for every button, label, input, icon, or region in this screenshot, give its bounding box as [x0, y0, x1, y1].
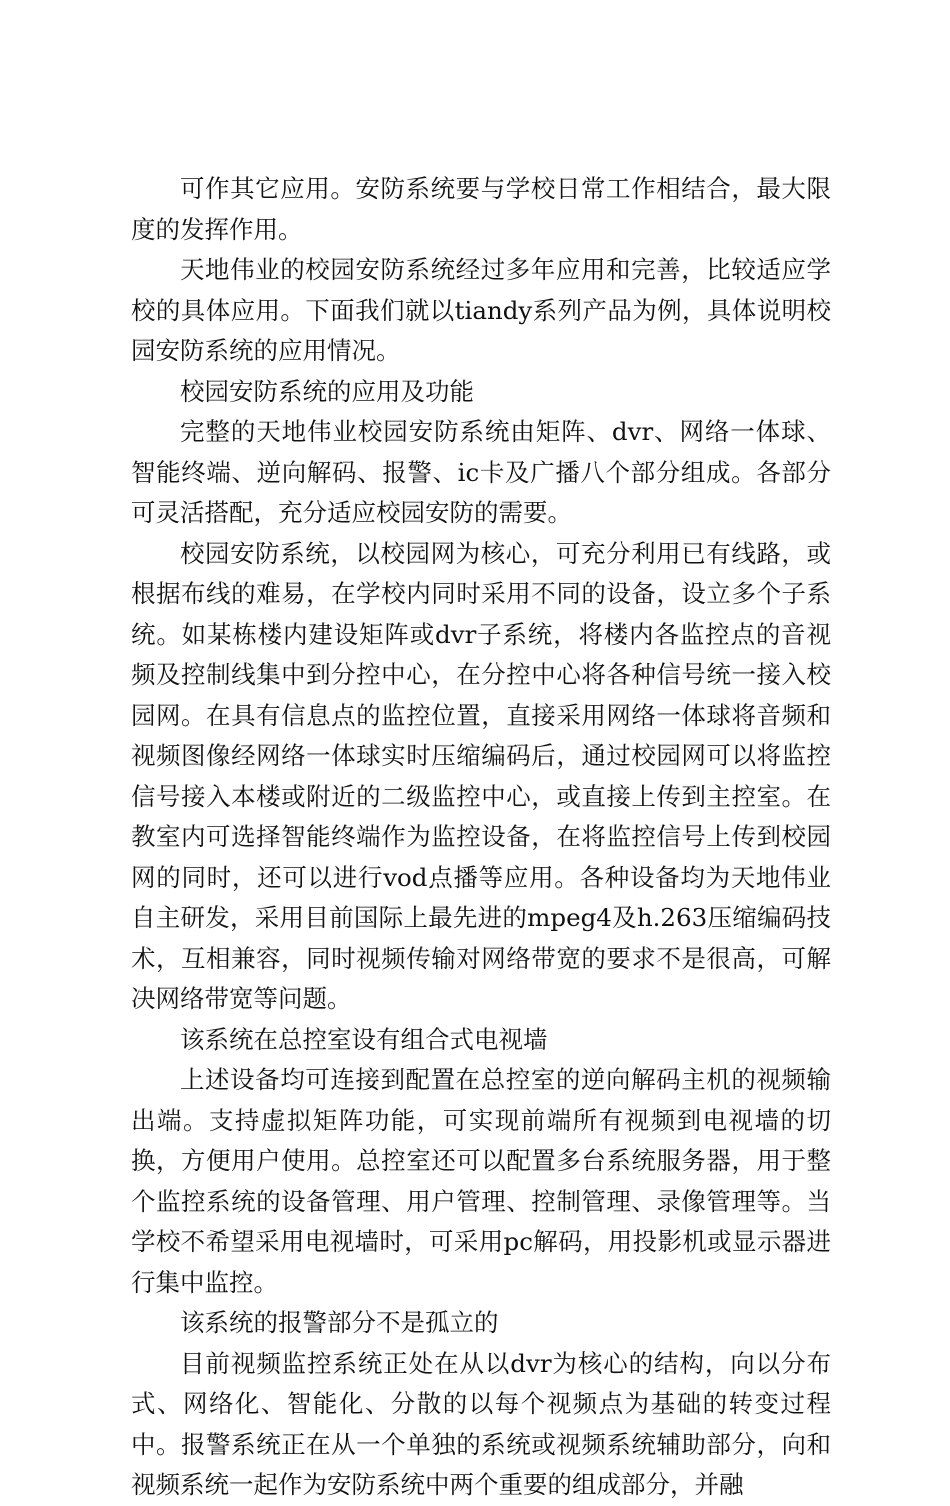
paragraph-4: 校园安防系统，以校园网为核心，可充分利用已有线路，或根据布线的难易，在学校内同时采用不同的设备，设立多个子系统。如某栋楼内建设矩阵或dvr子系统，将楼内各监控点的音视频及控制线集中到分控中心，在分控中心将各种信号统一接入校园网。在具有信息点的监控位置，直接采用网络一体球将音频和视频图像经网络一体球实时压缩编码后，通过校园网可以将监控信号接入本楼或附近的二级监控中心，或直接上传到主控室。在教室内可选择智能终端作为监控设备，在将监控信号上传到校园网的同时，还可以进行vod点播等应用。各种设备均为天地伟业自主研发，采用目前国际上最先进的mpeg4及h.263压缩编码技术，互相兼容，同时视频传输对网络带宽的要求不是很高，可解决网络带宽等问题。 [131, 538, 831, 1013]
paragraph-5: 上述设备均可连接到配置在总控室的逆向解码主机的视频输出端。支持虚拟矩阵功能，可实现前端所有视频到电视墙的切换，方便用户使用。总控室还可以配置多台系统服务器，用于整个监控系统的设备管理、用户管理、控制管理、录像管理等。当学校不希望采用电视墙时，可采用pc解码，用投影机或显示器进行集中监控。 [131, 1065, 831, 1297]
section-heading-1: 校园安防系统的应用及功能 [180, 376, 474, 406]
section-heading-2: 该系统在总控室设有组合式电视墙 [180, 1024, 548, 1054]
paragraph-6: 目前视频监控系统正处在从以dvr为核心的结构，向以分布式、网络化、智能化、分散的以每个视频点为基础的转变过程中。报警系统正在从一个单独的系统或视频系统辅助部分，向和视频系统一起作为安防系统中两个重要的组成部分，并融 [131, 1348, 831, 1499]
section-heading-3: 该系统的报警部分不是孤立的 [180, 1308, 499, 1337]
paragraph-1: 可作其它应用。安防系统要与学校日常工作相结合，最大限度的发挥作用。 [131, 174, 831, 244]
document-page [131, 169, 831, 1506]
paragraph-2: 天地伟业的校园安防系统经过多年应用和完善，比较适应学校的具体应用。下面我们就以tiandy系列产品为例，具体说明校园安防系统的应用情况。 [131, 255, 831, 365]
paragraph-3: 完整的天地伟业校园安防系统由矩阵、dvr、网络一体球、智能终端、逆向解码、报警、ic卡及广播八个部分组成。各部分可灵活搭配，充分适应校园安防的需要。 [131, 417, 831, 527]
